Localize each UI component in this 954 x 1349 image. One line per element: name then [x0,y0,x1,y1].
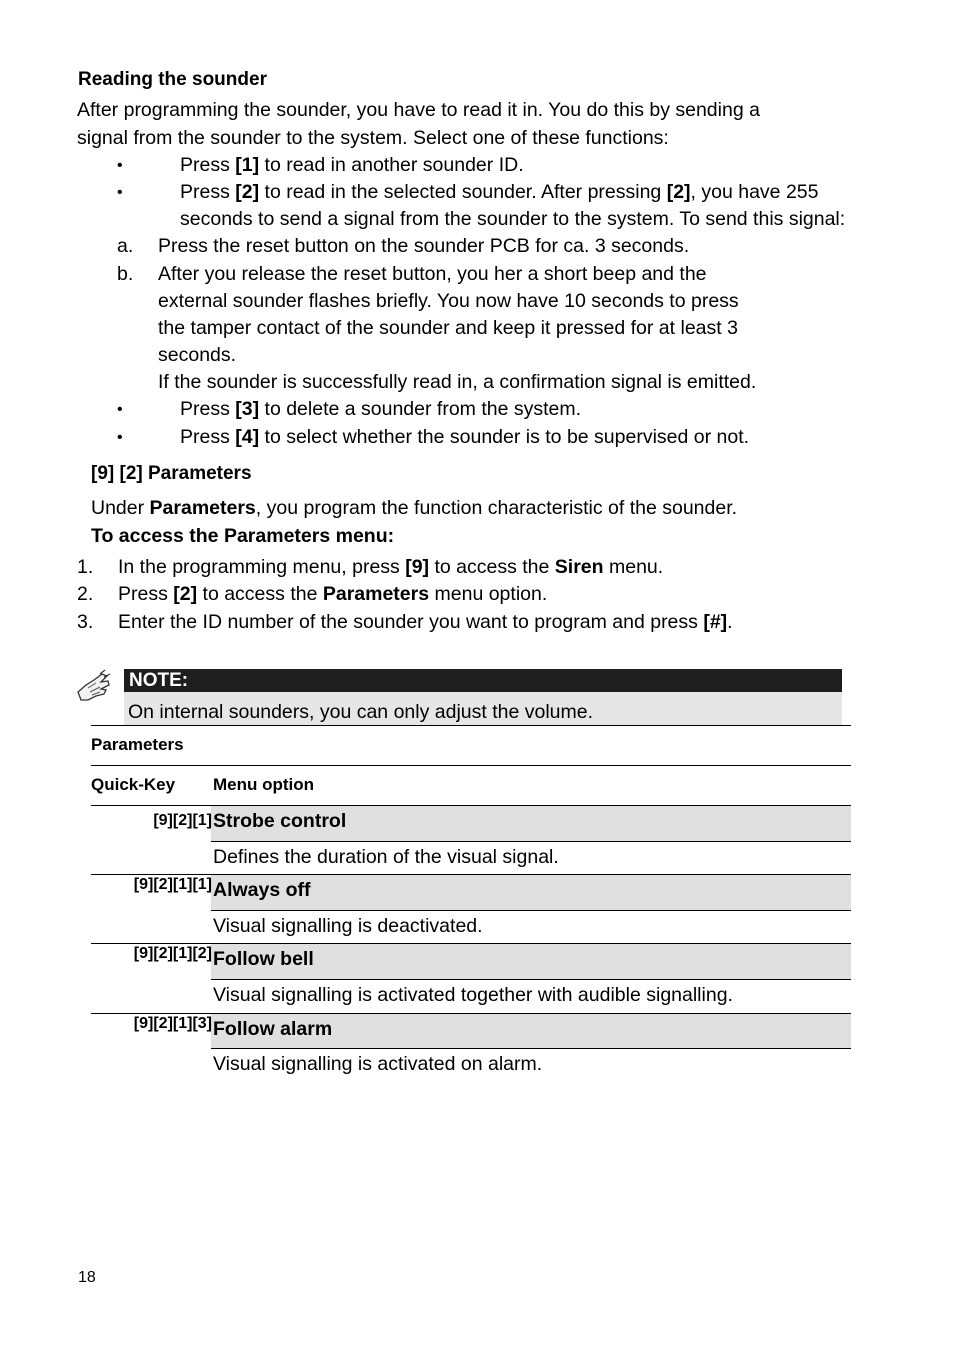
quick-key-cell: [9][2][1] [153,812,212,829]
intro-text-line2: signal from the sounder to the system. Select one of these functions: [77,127,669,149]
list-item-press-4: Press [4] to select whether the sounder is to be supervised or not. [180,426,750,448]
quick-key-cell: [9][2][1][2] [133,945,212,962]
bullet-icon: • [117,429,123,446]
list-item-press-1: Press [1] to read in another sounder ID. [180,154,524,176]
note-hand-icon [74,668,114,708]
access-heading: To access the Parameters menu: [91,525,395,547]
step-text-b-line4: seconds. [158,344,237,366]
note-header [124,669,842,692]
step-text-2: Press [2] to access the Parameters menu option. [118,583,548,605]
menu-option-cell: Follow bell [213,948,314,970]
step-number-3: 3. [77,611,94,633]
step-number-2: 2. [77,583,94,605]
menu-option-description: Visual signalling is activated on alarm. [213,1053,543,1075]
table-rule [211,910,851,911]
page-number: 18 [78,1269,96,1286]
step-text-3: Enter the ID number of the sounder you want to program and press [#]. [118,611,733,633]
bullet-icon: • [117,401,123,418]
parameters-intro: Under Parameters, you program the function characteristic of the sounder. [91,497,738,519]
bullet-icon: • [117,157,123,174]
intro-text-line1: After programming the sounder, you have to read it in. You do this by sending a [77,99,760,121]
note-label: NOTE: [129,670,189,691]
menu-option-cell: Strobe control [213,810,347,832]
step-number-1: 1. [77,556,94,578]
menu-option-description: Defines the duration of the visual signal. [213,846,559,868]
quick-key-cell: [9][2][1][1] [133,876,212,893]
list-item-press-2-line2: seconds to send a signal from the sounder to the system. To send this signal: [180,208,846,230]
column-header-quick-key: Quick-Key [91,775,176,794]
section-heading-parameters: [9] [2] Parameters [91,463,252,484]
step-text-b-line3: the tamper contact of the sounder and keep it pressed for at least 3 [158,317,738,339]
table-rule [91,765,851,766]
step-text-b-line2: external sounder flashes briefly. You now have 10 seconds to press [158,290,739,312]
table-rule [211,1048,851,1049]
step-text-b-line1: After you release the reset button, you her a short beep and the [158,263,707,285]
section-heading-reading-sounder: Reading the sounder [78,69,267,90]
menu-option-description: Visual signalling is deactivated. [213,915,483,937]
list-item-press-2: Press [2] to read in the selected sounder. After pressing [2], you have 255 [180,181,819,203]
table-rule [91,725,851,726]
column-header-menu-option: Menu option [213,775,315,794]
note-body [124,692,842,725]
step-text-1: In the programming menu, press [9] to access the Siren menu. [118,556,664,578]
step-text-b-line5: If the sounder is successfully read in, a confirmation signal is emitted. [158,371,757,393]
list-item-press-3: Press [3] to delete a sounder from the system. [180,398,582,420]
bullet-icon: • [117,184,123,201]
table-rule [211,841,851,842]
step-label-a: a. [117,235,134,257]
note-text: On internal sounders, you can only adjust the volume. [128,701,594,723]
menu-option-description: Visual signalling is activated together with audible signalling. [213,984,733,1006]
menu-option-cell: Always off [213,879,311,901]
step-label-b: b. [117,263,134,285]
table-rule [211,979,851,980]
menu-option-cell: Follow alarm [213,1018,333,1040]
step-text-a: Press the reset button on the sounder PCB for ca. 3 seconds. [158,235,690,257]
quick-key-cell: [9][2][1][3] [133,1015,212,1032]
table-caption: Parameters [91,735,184,754]
